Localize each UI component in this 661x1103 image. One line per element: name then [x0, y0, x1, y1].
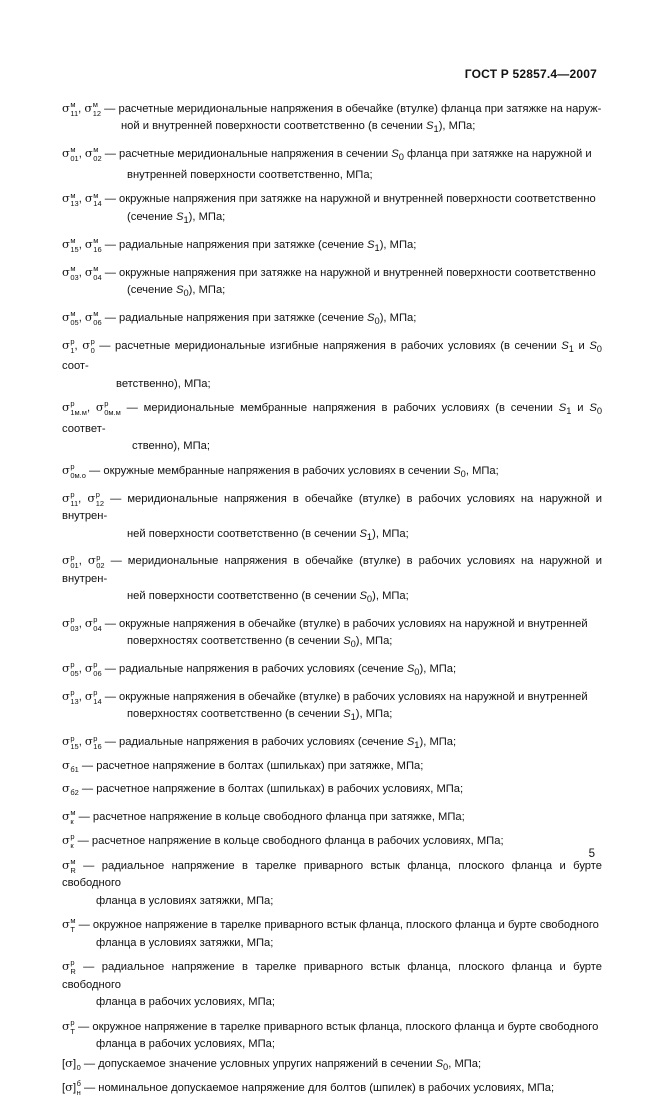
symbol: σ м R [62, 856, 76, 875]
definition-item [62, 916, 602, 952]
definition-item [62, 462, 602, 484]
definition-item [62, 236, 602, 258]
definition-item [62, 660, 602, 682]
definition-item [62, 857, 602, 910]
definition-item [62, 309, 602, 331]
definition-text: — окружное напряжение в тарелке приварного встык фланца, плоского фланца и бурте свободного [74, 1020, 599, 1033]
symbol: σ м 01 , σ м 02 [62, 145, 102, 164]
symbol: $\sigma_{б1}$ [62, 757, 79, 774]
definition-continuation: ней поверхности соответственно (в сечении $S_0$), МПа; [127, 590, 409, 605]
definition-item [62, 145, 602, 184]
definition-text: — радиальное напряжение в тарелке приварного встык фланца, плоского фланца и бурте свободного [62, 961, 602, 991]
definition-text: — меридиональные напряжения в обечайке (втулке) в рабочих условиях на наружной и внутрен- [62, 492, 603, 523]
definition-text: — радиальные напряжения при затяжке (сечение $S_0$), МПа; [101, 311, 417, 326]
definition-text: — расчетное напряжение в болтах (шпильках) в рабочих условиях, МПа; [78, 782, 464, 795]
document-header: ГОСТ Р 52857.4—2007 [464, 67, 597, 81]
symbol: σ р 03 , σ р 04 [62, 615, 102, 633]
definition-item [62, 1018, 602, 1054]
symbol: σ м 11 , σ м 12 [62, 100, 102, 118]
symbol: σ м T [62, 916, 76, 935]
definition-continuation: ней поверхности соответственно (в сечении $S_1$), МПа; [127, 527, 409, 542]
definition-text: — расчетные меридиональные напряжения в сечении $S_0$ фланца при затяжке на наружной и [101, 148, 592, 163]
definition-text: — окружные напряжения при затяжке на наружной и внутренней поверхности соответственно [101, 193, 596, 206]
definition-continuation: ветственно), МПа; [116, 377, 211, 390]
definition-text: — радиальные напряжения в рабочих условиях (сечение $S_0$), МПа; [101, 663, 457, 678]
symbol: σ р 13 , σ р 14 [62, 688, 102, 707]
definition-text: — окружные напряжения в обечайке (втулке) в рабочих условиях на наружной и внутренней [101, 691, 588, 704]
definition-continuation: поверхностях соответственно (в сечении $S_0$), МПа; [127, 635, 393, 650]
symbol: $\sigma_{б2}$ [62, 780, 79, 797]
definition-text: — расчетное напряжение в кольце свободного фланца при затяжке, МПа; [75, 810, 465, 823]
symbol: σ р 15 , σ р 16 [62, 733, 102, 752]
definition-continuation: внутренней поверхности соответственно, МПа; [127, 168, 373, 181]
definition-item [62, 490, 602, 546]
definition-item [62, 780, 602, 801]
definition-text: — радиальные напряжения в рабочих условиях (сечение $S_1$), МПа; [101, 736, 457, 751]
definition-item [62, 264, 602, 303]
symbol: σ м 05 , σ м 06 [62, 309, 102, 327]
definition-item [62, 1055, 602, 1077]
definition-continuation: фланца в условиях затяжки, МПа; [96, 894, 274, 907]
definition-text: — расчетное напряжение в кольце свободного фланца в рабочих условиях, МПа; [74, 835, 504, 848]
definition-text: — расчетные меридиональные напряжения в обечайке (втулке) фланца при затяжке на наруж- [101, 103, 602, 115]
definitions-list [62, 100, 602, 1103]
definition-item [62, 552, 602, 608]
definition-text: — радиальные напряжения при затяжке (сечение $S_1$), МПа; [101, 238, 417, 253]
definition-item [62, 757, 602, 778]
definition-text: — меридиональные мембранные напряжения в рабочих условиях (в сечении $S_1$ и $S_0$ соответ- [62, 402, 603, 435]
symbol: σ м 03 , σ м 04 [62, 263, 102, 282]
definition-continuation: ственно), МПа; [132, 440, 210, 453]
symbol: σ м к [62, 807, 76, 826]
symbol: σ м 15 , σ м 16 [62, 235, 102, 254]
definition-text: — допускаемое значение условных упругих напряжений в сечении $S_0$, МПа; [80, 1058, 482, 1073]
definition-item [62, 100, 602, 139]
definition-continuation: (сечение $S_0$), МПа; [127, 283, 226, 299]
definition-text: — окружные мембранные напряжения в рабочих условиях в сечении $S_0$, МПа; [85, 464, 499, 480]
symbol: [σ] б н [62, 1078, 81, 1097]
symbol: σ р 1м.м , σ р 0м.м [62, 399, 121, 418]
definition-continuation: (сечение $S_1$), МПа; [127, 210, 226, 226]
page-number: 5 [588, 848, 595, 860]
definition-item [62, 615, 602, 654]
symbol: σ м 13 , σ м 14 [62, 190, 102, 209]
definition-text: — радиальное напряжение в тарелке приварного встык фланца, плоского фланца и бурте свободного [62, 859, 602, 890]
definition-item [62, 190, 602, 229]
symbol: σ р R [62, 958, 76, 977]
definition-continuation: фланца в условиях затяжки, МПа; [96, 936, 274, 949]
definition-text: — номинальное допускаемое напряжение для болтов (шпилек) в рабочих условиях, МПа; [80, 1081, 555, 1094]
definition-text: — окружные напряжения при затяжке на наружной и внутренней поверхности соответственно [101, 266, 596, 279]
definition-text: — меридиональные напряжения в обечайке (втулке) в рабочих условиях на наружной и внутрен- [62, 555, 603, 585]
definition-text: — окружное напряжение в тарелке приварного встык фланца, плоского фланца и бурте свободного [75, 919, 599, 932]
symbol: σ р 05 , σ р 06 [62, 660, 102, 679]
definition-item [62, 733, 602, 755]
symbol: σ р 1 , σ р 0 [62, 336, 95, 355]
definition-item [62, 337, 602, 393]
definition-text: — расчетное напряжение в болтах (шпильках) при затяжке, МПа; [78, 759, 424, 772]
symbol: $[\sigma]_0$ [62, 1056, 81, 1073]
symbol: σ р 01 , σ р 02 [62, 552, 105, 571]
definition-text: — окружные напряжения в обечайке (втулке) в рабочих условиях на наружной и внутренней [101, 617, 588, 630]
symbol: σ р 11 , σ р 12 [62, 489, 105, 508]
definition-item [62, 958, 602, 1011]
definition-continuation: ной и внутренней поверхности соответственно (в сечении $S_1$), МПа; [121, 120, 476, 135]
definition-continuation: фланца в рабочих условиях, МПа; [96, 995, 275, 1008]
symbol: σ р к [62, 832, 75, 851]
definition-item [62, 688, 602, 727]
definition-item [62, 832, 602, 850]
symbol: σ р T [62, 1017, 75, 1036]
definition-continuation: поверхностях соответственно (в сечении $S_1$), МПа; [127, 708, 393, 723]
symbol: σ р 0м.о [62, 462, 86, 480]
definition-text: — расчетные меридиональные изгибные напряжения в рабочих условиях (в сечении $S_1$ и $S_0$ соот- [62, 339, 602, 373]
definition-item [62, 808, 602, 826]
definition-item [62, 399, 602, 455]
definition-item [62, 1079, 602, 1097]
definition-continuation: фланца в рабочих условиях, МПа; [96, 1037, 275, 1050]
